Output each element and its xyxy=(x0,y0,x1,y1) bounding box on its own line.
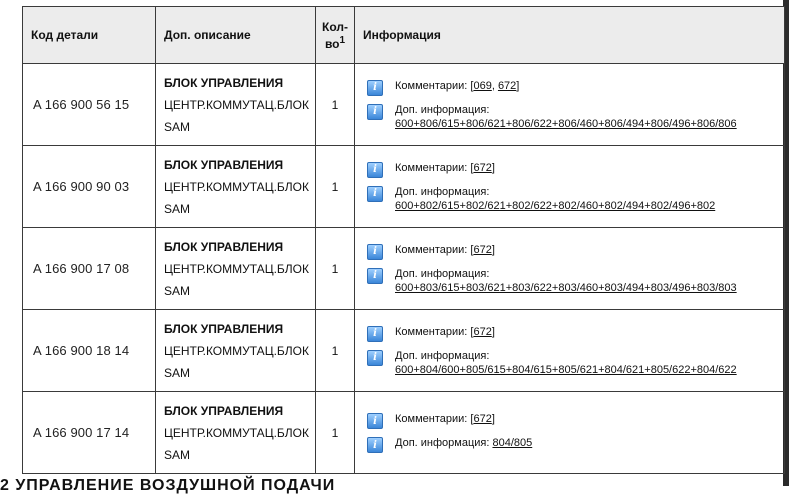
comment-bracket: ] xyxy=(516,79,520,92)
part-quantity: 1 xyxy=(316,146,355,228)
part-quantity: 1 xyxy=(316,64,355,146)
extra-info-label: Доп. информация: xyxy=(395,103,490,116)
part-info xyxy=(355,228,785,310)
parts-table xyxy=(22,6,785,474)
table-row xyxy=(23,146,785,228)
part-description xyxy=(156,146,316,228)
header-qty-label: Кол-во xyxy=(322,19,348,51)
description-title: БЛОК УПРАВЛЕНИЯ xyxy=(164,321,284,336)
comment-label: Комментарии: [ xyxy=(395,79,474,92)
comment-line xyxy=(367,325,778,342)
comment-line xyxy=(367,243,778,260)
extra-info-link[interactable]: 600+806/615+806/621+806/622+806/460+806/494+806/496+806/806 xyxy=(395,117,737,130)
description-subtitle-2: SAM xyxy=(164,119,191,134)
description-subtitle: ЦЕНТР.КОММУТАЦ.БЛОК xyxy=(164,425,309,440)
extra-info-line xyxy=(367,349,778,377)
part-info xyxy=(355,146,785,228)
comment-link[interactable]: 069 xyxy=(473,79,492,92)
description-title: БЛОК УПРАВЛЕНИЯ xyxy=(164,75,284,90)
description-subtitle: ЦЕНТР.КОММУТАЦ.БЛОК xyxy=(164,261,309,276)
info-icon[interactable]: i xyxy=(367,80,383,96)
info-icon[interactable]: i xyxy=(367,268,383,284)
comment-link[interactable]: 672 xyxy=(497,79,517,92)
next-section-heading: 2 УПРАВЛЕНИЕ ВОЗДУШНОЙ ПОДАЧИ xyxy=(0,477,336,494)
part-description xyxy=(156,228,316,310)
extra-info-link[interactable]: 600+802/615+802/621+802/622+802/460+802/494+802/496+802 xyxy=(395,199,716,212)
comment-label: Комментарии: [ xyxy=(395,413,474,425)
extra-info-label: Доп. информация: xyxy=(395,437,490,449)
header-qty[interactable] xyxy=(316,7,355,64)
part-description xyxy=(156,310,316,392)
extra-info-label: Доп. информация: xyxy=(395,349,490,362)
extra-info-line xyxy=(367,103,778,131)
info-icon[interactable]: i xyxy=(367,162,383,178)
comment-link[interactable]: 672 xyxy=(473,325,492,338)
part-quantity: 1 xyxy=(316,228,355,310)
comment-label: Комментарии: [ xyxy=(395,243,474,256)
extra-info-link[interactable]: 600+803/615+803/621+803/622+803/460+803/494+803/496+803/803 xyxy=(395,281,737,294)
part-code[interactable]: A 166 900 17 14 xyxy=(23,392,156,474)
part-info xyxy=(355,64,785,146)
part-description xyxy=(156,392,316,474)
comment-link[interactable]: 672 xyxy=(473,413,492,425)
info-icon[interactable]: i xyxy=(367,413,383,429)
part-code[interactable]: A 166 900 56 15 xyxy=(23,64,156,146)
part-description xyxy=(156,64,316,146)
comment-separator: , xyxy=(491,79,498,92)
table-row xyxy=(23,228,785,310)
description-subtitle: ЦЕНТР.КОММУТАЦ.БЛОК xyxy=(164,343,309,358)
comment-bracket: ] xyxy=(491,325,495,338)
info-icon[interactable]: i xyxy=(367,244,383,260)
header-qty-footnote: 1 xyxy=(339,34,346,46)
comment-label: Комментарии: [ xyxy=(395,325,474,338)
table-header-row xyxy=(23,7,785,64)
comment-line xyxy=(367,79,778,96)
description-subtitle: ЦЕНТР.КОММУТАЦ.БЛОК xyxy=(164,97,309,112)
info-icon[interactable]: i xyxy=(367,326,383,342)
table-row xyxy=(23,64,785,146)
description-title: БЛОК УПРАВЛЕНИЯ xyxy=(164,403,284,418)
description-subtitle: ЦЕНТР.КОММУТАЦ.БЛОК xyxy=(164,179,309,194)
description-subtitle-2: SAM xyxy=(164,365,191,380)
comment-link[interactable]: 672 xyxy=(473,161,492,174)
comment-bracket: ] xyxy=(491,413,495,425)
comment-label: Комментарии: [ xyxy=(395,161,474,174)
extra-info-link[interactable]: 804/805 xyxy=(492,437,533,449)
description-title: БЛОК УПРАВЛЕНИЯ xyxy=(164,239,284,254)
extra-info-link[interactable]: 600+804/600+805/615+804/615+805/621+804/621+805/622+804/622 xyxy=(395,363,737,376)
table-row xyxy=(23,392,785,474)
extra-info-label: Доп. информация: xyxy=(395,267,490,280)
extra-info-line xyxy=(367,185,778,213)
info-icon[interactable]: i xyxy=(367,350,383,366)
part-info xyxy=(355,310,785,392)
extra-info-label: Доп. информация: xyxy=(395,185,490,198)
comment-bracket: ] xyxy=(491,243,495,256)
comment-line xyxy=(367,161,778,178)
comment-line xyxy=(367,412,778,429)
extra-info-line xyxy=(367,436,778,453)
description-subtitle-2: SAM xyxy=(164,283,191,298)
part-quantity: 1 xyxy=(316,310,355,392)
info-icon[interactable]: i xyxy=(367,104,383,120)
header-code[interactable]: Код детали xyxy=(23,7,156,64)
header-info[interactable]: Информация xyxy=(355,7,785,64)
table-row xyxy=(23,310,785,392)
header-description[interactable]: Доп. описание xyxy=(156,7,316,64)
description-subtitle-2: SAM xyxy=(164,201,191,216)
description-subtitle-2: SAM xyxy=(164,447,191,462)
comment-link[interactable]: 672 xyxy=(473,243,492,256)
part-code[interactable]: A 166 900 90 03 xyxy=(23,146,156,228)
part-info xyxy=(355,392,785,474)
part-quantity: 1 xyxy=(316,392,355,474)
info-icon[interactable]: i xyxy=(367,186,383,202)
info-icon[interactable]: i xyxy=(367,437,383,453)
extra-info-line xyxy=(367,267,778,295)
part-code[interactable]: A 166 900 17 08 xyxy=(23,228,156,310)
description-title: БЛОК УПРАВЛЕНИЯ xyxy=(164,157,284,172)
part-code[interactable]: A 166 900 18 14 xyxy=(23,310,156,392)
comment-bracket: ] xyxy=(491,161,495,174)
